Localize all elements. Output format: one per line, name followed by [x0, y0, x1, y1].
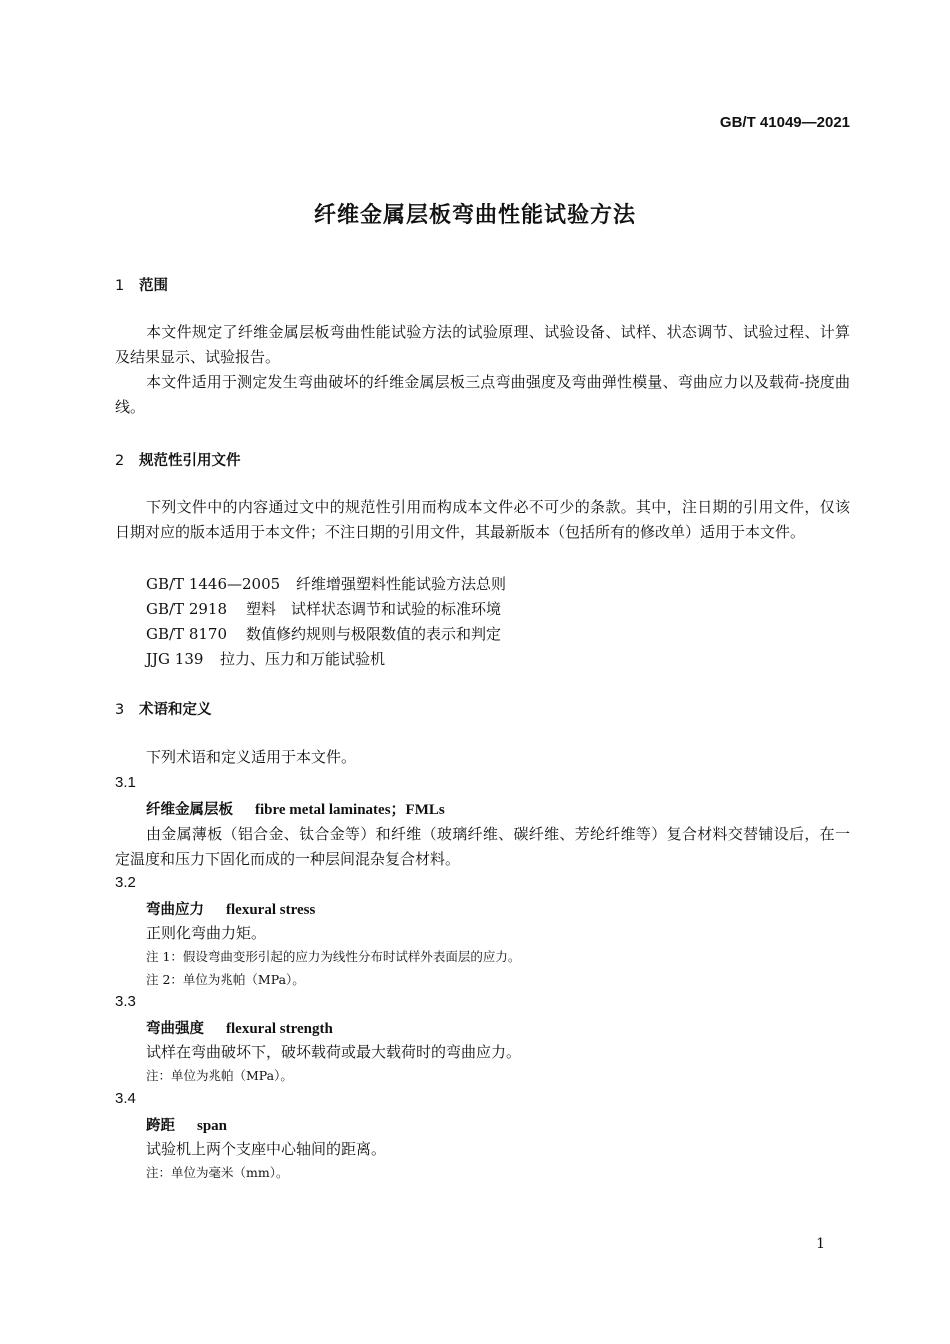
- clause-number: 3.4: [115, 1090, 136, 1107]
- section-title: 范围: [139, 278, 168, 294]
- section-1-heading: [115, 274, 168, 295]
- term-note: 注：单位为毫米（mm）。: [146, 1165, 289, 1180]
- term-entry: [146, 1114, 227, 1135]
- term-en: fibre metal laminates；FMLs: [255, 802, 445, 818]
- term-en: flexural strength: [226, 1021, 333, 1037]
- term-definition: 正则化弯曲力矩。: [146, 924, 267, 942]
- reference-title: 纤维增强塑料性能试验方法总则: [296, 575, 507, 593]
- term-zh: 跨距: [146, 1118, 175, 1134]
- reference-title: 拉力、压力和万能试验机: [220, 650, 386, 668]
- term-en: span: [197, 1118, 228, 1134]
- section-2-heading: [115, 449, 241, 470]
- term-note: 注：单位为兆帕（MPa）。: [146, 1068, 293, 1083]
- section-number: 3: [115, 702, 125, 718]
- term-entry: [146, 798, 445, 819]
- term-definition: 试样在弯曲破坏下，破坏载荷或最大载荷时的弯曲应力。: [146, 1043, 522, 1061]
- term-note: 注 1：假设弯曲变形引起的应力为线性分布时试样外表面层的应力。: [146, 949, 521, 964]
- term-note: 注 2：单位为兆帕（MPa）。: [146, 972, 305, 987]
- reference-item: [146, 573, 506, 594]
- reference-code: GB/T 8170: [146, 625, 228, 643]
- section-title: 规范性引用文件: [139, 453, 241, 469]
- term-zh: 纤维金属层板: [146, 802, 233, 818]
- section-1-paragraph-2: 本文件适用于测定发生弯曲破坏的纤维金属层板三点弯曲强度及弯曲弹性模量、弯曲应力以及载荷-挠度曲线。: [115, 373, 850, 416]
- reference-code: JJG 139: [146, 650, 204, 668]
- section-title: 术语和定义: [139, 702, 212, 718]
- term-definition: 试验机上两个支座中心轴间的距离。: [146, 1140, 387, 1158]
- reference-code: GB/T 2918: [146, 600, 228, 618]
- section-number: 2: [115, 453, 125, 469]
- clause-number: 3.3: [115, 993, 136, 1010]
- reference-code: GB/T 1446—2005: [146, 575, 281, 593]
- section-1-paragraph-1: 本文件规定了纤维金属层板弯曲性能试验方法的试验原理、试验设备、试样、状态调节、试验过程、计算及结果显示、试验报告。: [115, 323, 850, 366]
- page-number: 1: [816, 1236, 825, 1252]
- reference-item: [146, 598, 501, 619]
- term-entry: [146, 1017, 333, 1038]
- document-title: 纤维金属层板弯曲性能试验方法: [313, 203, 636, 228]
- standard-number: GB/T 41049—2021: [719, 114, 850, 131]
- term-entry: [146, 898, 315, 919]
- section-number: 1: [115, 278, 125, 294]
- reference-item: [146, 648, 385, 669]
- reference-title: 塑料 试样状态调节和试验的标准环境: [246, 600, 502, 618]
- section-2-intro: 下列文件中的内容通过文中的规范性引用而构成本文件必不可少的条款。其中，注日期的引用文件，仅该日期对应的版本适用于本文件；不注日期的引用文件，其最新版本（包括所有的修改单）适用于本文件。: [115, 498, 850, 541]
- section-3-intro: 下列术语和定义适用于本文件。: [146, 748, 357, 766]
- clause-number: 3.1: [115, 774, 136, 791]
- section-3-heading: [115, 698, 212, 719]
- term-zh: 弯曲强度: [146, 1021, 204, 1037]
- term-zh: 弯曲应力: [146, 902, 204, 918]
- reference-title: 数值修约规则与极限数值的表示和判定: [246, 625, 502, 643]
- term-en: flexural stress: [226, 902, 316, 918]
- term-definition: 由金属薄板（铝合金、钛合金等）和纤维（玻璃纤维、碳纤维、芳纶纤维等）复合材料交替铺设后，在一定温度和压力下固化而成的一种层间混杂复合材料。: [115, 825, 850, 868]
- reference-item: [146, 623, 501, 644]
- clause-number: 3.2: [115, 874, 136, 891]
